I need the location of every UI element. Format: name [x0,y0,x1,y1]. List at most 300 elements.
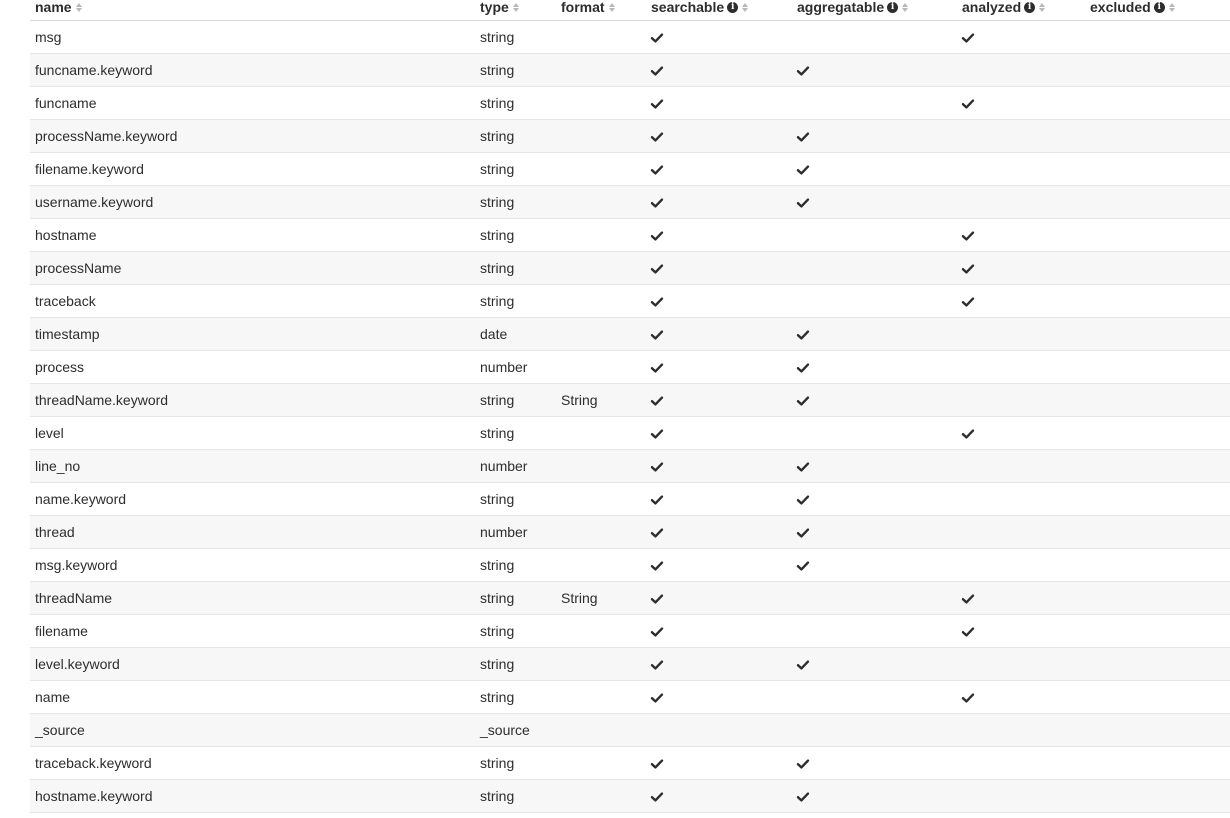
check-icon [797,66,809,76]
cell-name [30,681,475,714]
header-row [30,0,1230,21]
cell-name-text: filename.keyword [35,161,144,177]
cell-type [475,186,556,219]
cell-searchable [646,186,792,219]
column-header-label: searchable [651,0,725,15]
cell-type-text: string [480,227,515,243]
cell-format [556,681,646,714]
column-header-excluded[interactable] [1085,0,1230,21]
cell-format [556,87,646,120]
cell-type-text: string [480,557,515,573]
cell-type [475,87,556,120]
cell-name [30,549,475,582]
check-icon [797,759,809,769]
table-row [30,285,1230,318]
table-row [30,681,1230,714]
check-icon [651,396,663,406]
cell-name-text: name.keyword [35,491,127,507]
cell-type [475,483,556,516]
check-icon [651,198,663,208]
cell-excluded [1085,318,1230,351]
table-row [30,780,1230,813]
check-icon [797,165,809,175]
cell-aggregatable [792,681,957,714]
cell-aggregatable [792,252,957,285]
cell-format [556,318,646,351]
cell-name-text: funcname.keyword [35,62,153,78]
cell-analyzed [957,450,1085,483]
cell-type [475,120,556,153]
sort-icon[interactable] [742,3,748,12]
cell-searchable [646,219,792,252]
check-icon [651,429,663,439]
cell-analyzed [957,582,1085,615]
cell-format [556,252,646,285]
cell-format [556,450,646,483]
cell-searchable [646,351,792,384]
cell-format [556,714,646,747]
check-icon [651,330,663,340]
cell-format [556,219,646,252]
cell-aggregatable [792,186,957,219]
cell-format [556,384,646,417]
cell-type [475,648,556,681]
cell-name [30,21,475,54]
cell-aggregatable [792,21,957,54]
cell-name [30,483,475,516]
cell-name [30,417,475,450]
check-icon [651,759,663,769]
check-icon [797,495,809,505]
table-row [30,483,1230,516]
cell-excluded [1085,252,1230,285]
cell-aggregatable [792,219,957,252]
column-header-label: aggregatable [797,0,885,15]
column-header-format-sort-toggle[interactable] [561,0,615,14]
column-header-type-sort-toggle[interactable] [480,0,519,14]
cell-type-text: string [480,689,515,705]
cell-format [556,153,646,186]
table-body [30,21,1230,813]
check-icon [651,561,663,571]
cell-format [556,582,646,615]
cell-analyzed [957,54,1085,87]
cell-excluded [1085,780,1230,813]
cell-format [556,648,646,681]
table-row [30,747,1230,780]
cell-name [30,747,475,780]
cell-excluded [1085,285,1230,318]
cell-excluded [1085,648,1230,681]
cell-name-text: hostname [35,227,97,243]
cell-name-text: level [35,425,64,441]
cell-aggregatable [792,714,957,747]
cell-analyzed [957,714,1085,747]
column-header-excluded-sort-toggle[interactable] [1090,0,1175,14]
cell-name-text: threadName [35,590,113,606]
column-header-name-sort-toggle[interactable] [35,0,82,14]
check-icon [962,693,974,703]
cell-name-text: name [35,689,71,705]
cell-format [556,21,646,54]
column-header-searchable[interactable] [646,0,792,21]
cell-name-text: msg.keyword [35,557,118,573]
cell-type [475,417,556,450]
cell-excluded [1085,483,1230,516]
cell-format [556,615,646,648]
table-row [30,120,1230,153]
column-header-format[interactable] [556,0,646,21]
cell-searchable [646,87,792,120]
cell-searchable [646,417,792,450]
cell-type-text: string [480,161,515,177]
cell-name-text: process [35,359,85,375]
cell-type-text: string [480,425,515,441]
cell-name-text: line_no [35,458,81,474]
column-header-label: type [480,0,509,15]
column-header-analyzed[interactable] [957,0,1085,21]
cell-searchable [646,483,792,516]
cell-type-text: string [480,128,515,144]
cell-name-text: filename [35,623,88,639]
sort-icon[interactable] [609,3,615,12]
table-row [30,219,1230,252]
cell-searchable [646,285,792,318]
cell-name [30,120,475,153]
cell-searchable [646,747,792,780]
check-icon [651,627,663,637]
cell-type-text: string [480,590,515,606]
cell-searchable [646,54,792,87]
cell-name-text: traceback.keyword [35,755,152,771]
cell-name-text: timestamp [35,326,100,342]
table-row [30,516,1230,549]
cell-name [30,516,475,549]
check-icon [797,660,809,670]
cell-aggregatable [792,615,957,648]
cell-type-text: string [480,95,515,111]
cell-excluded [1085,153,1230,186]
cell-name-text: _source [35,722,85,738]
table-row [30,417,1230,450]
cell-type [475,615,556,648]
cell-searchable [646,153,792,186]
cell-type-text: string [480,29,515,45]
cell-analyzed [957,120,1085,153]
cell-excluded [1085,54,1230,87]
column-header-label: excluded [1090,0,1151,15]
check-icon [651,66,663,76]
cell-type-text: string [480,392,515,408]
cell-type-text: date [480,326,508,342]
cell-name [30,582,475,615]
cell-analyzed [957,318,1085,351]
check-icon [651,792,663,802]
cell-type [475,681,556,714]
cell-format [556,549,646,582]
check-icon [962,627,974,637]
cell-name [30,219,475,252]
cell-analyzed [957,219,1085,252]
table-row [30,153,1230,186]
cell-format [556,54,646,87]
cell-type-text: string [480,260,515,276]
cell-name-text: processName.keyword [35,128,178,144]
cell-excluded [1085,549,1230,582]
cell-name [30,186,475,219]
check-icon [797,132,809,142]
column-header-label: analyzed [962,0,1022,15]
check-icon [962,33,974,43]
info-circle-icon[interactable]: i [887,2,898,13]
table-row [30,582,1230,615]
cell-analyzed [957,615,1085,648]
cell-searchable [646,615,792,648]
cell-aggregatable [792,120,957,153]
info-circle-icon[interactable]: i [1024,2,1035,13]
cell-type [475,549,556,582]
cell-aggregatable [792,417,957,450]
cell-type [475,516,556,549]
column-header-aggregatable-sort-toggle[interactable] [797,0,908,14]
cell-excluded [1085,219,1230,252]
table-row [30,186,1230,219]
cell-type [475,384,556,417]
cell-aggregatable [792,87,957,120]
cell-searchable [646,450,792,483]
cell-name [30,714,475,747]
cell-analyzed [957,351,1085,384]
cell-searchable [646,648,792,681]
column-header-analyzed-sort-toggle[interactable] [962,0,1045,14]
cell-name [30,252,475,285]
cell-name [30,87,475,120]
cell-name-text: thread [35,524,75,540]
check-icon [651,594,663,604]
cell-name [30,153,475,186]
check-icon [797,198,809,208]
cell-format-text: String [561,392,598,408]
cell-type-text: string [480,788,515,804]
cell-aggregatable [792,747,957,780]
check-icon [651,693,663,703]
cell-searchable [646,516,792,549]
cell-aggregatable [792,549,957,582]
cell-name-text: level.keyword [35,656,120,672]
check-icon [651,264,663,274]
cell-searchable [646,120,792,153]
cell-name [30,318,475,351]
check-icon [651,231,663,241]
cell-type [475,747,556,780]
cell-excluded [1085,351,1230,384]
cell-type [475,714,556,747]
cell-analyzed [957,252,1085,285]
cell-searchable [646,582,792,615]
sort-icon[interactable] [902,3,908,12]
column-header-aggregatable[interactable] [792,0,957,21]
cell-type-text: string [480,491,515,507]
cell-format [556,780,646,813]
cell-aggregatable [792,351,957,384]
column-header-name[interactable] [30,0,475,21]
check-icon [651,363,663,373]
cell-analyzed [957,549,1085,582]
cell-type [475,252,556,285]
check-icon [651,297,663,307]
cell-aggregatable [792,384,957,417]
fields-table-container [30,0,1161,818]
cell-name [30,351,475,384]
cell-type [475,450,556,483]
cell-analyzed [957,153,1085,186]
column-header-label: name [35,0,72,15]
cell-analyzed [957,648,1085,681]
check-icon [651,495,663,505]
cell-type [475,219,556,252]
cell-type-text: _source [480,722,530,738]
cell-searchable [646,681,792,714]
cell-name [30,450,475,483]
table-row [30,549,1230,582]
cell-type [475,285,556,318]
cell-type [475,153,556,186]
cell-excluded [1085,417,1230,450]
table-row [30,54,1230,87]
cell-name [30,384,475,417]
cell-type-text: string [480,194,515,210]
cell-searchable [646,549,792,582]
cell-analyzed [957,87,1085,120]
cell-excluded [1085,384,1230,417]
table-row [30,87,1230,120]
cell-analyzed [957,780,1085,813]
index-fields-table [30,0,1230,813]
sort-icon[interactable] [513,3,519,12]
cell-format [556,351,646,384]
sort-icon[interactable] [1039,3,1045,12]
cell-excluded [1085,87,1230,120]
cell-analyzed [957,483,1085,516]
cell-type-text: string [480,62,515,78]
check-icon [797,528,809,538]
cell-type [475,582,556,615]
cell-analyzed [957,516,1085,549]
cell-format [556,747,646,780]
cell-excluded [1085,582,1230,615]
cell-name [30,54,475,87]
info-circle-icon[interactable]: i [1154,2,1165,13]
cell-name [30,285,475,318]
cell-type [475,351,556,384]
cell-type-text: number [480,359,528,375]
cell-type [475,780,556,813]
column-header-searchable-sort-toggle[interactable] [651,0,748,14]
cell-aggregatable [792,153,957,186]
cell-searchable [646,318,792,351]
table-row [30,714,1230,747]
cell-aggregatable [792,450,957,483]
cell-type-text: number [480,458,528,474]
cell-name [30,615,475,648]
cell-analyzed [957,285,1085,318]
cell-excluded [1085,615,1230,648]
check-icon [651,528,663,538]
cell-aggregatable [792,54,957,87]
column-header-type[interactable] [475,0,556,21]
cell-analyzed [957,384,1085,417]
table-header [30,0,1230,21]
cell-format [556,186,646,219]
cell-type [475,318,556,351]
info-circle-icon[interactable]: i [727,2,738,13]
check-icon [651,165,663,175]
cell-excluded [1085,747,1230,780]
cell-name-text: processName [35,260,122,276]
table-row [30,615,1230,648]
cell-aggregatable [792,582,957,615]
cell-format-text: String [561,590,598,606]
cell-analyzed [957,747,1085,780]
cell-excluded [1085,681,1230,714]
cell-name-text: hostname.keyword [35,788,153,804]
table-row [30,450,1230,483]
cell-aggregatable [792,648,957,681]
cell-type-text: number [480,524,528,540]
cell-excluded [1085,186,1230,219]
sort-icon[interactable] [76,3,82,12]
cell-name-text: funcname [35,95,97,111]
cell-searchable [646,714,792,747]
cell-type-text: string [480,755,515,771]
cell-aggregatable [792,780,957,813]
cell-name-text: traceback [35,293,96,309]
cell-type [475,21,556,54]
column-header-label: format [561,0,605,15]
check-icon [651,132,663,142]
cell-excluded [1085,714,1230,747]
table-row [30,318,1230,351]
cell-format [556,417,646,450]
table-row [30,384,1230,417]
cell-aggregatable [792,516,957,549]
sort-icon[interactable] [1169,3,1175,12]
check-icon [797,396,809,406]
check-icon [962,429,974,439]
table-row [30,351,1230,384]
table-row [30,648,1230,681]
cell-excluded [1085,21,1230,54]
cell-aggregatable [792,318,957,351]
table-row [30,21,1230,54]
check-icon [797,561,809,571]
check-icon [797,363,809,373]
cell-format [556,120,646,153]
check-icon [651,660,663,670]
check-icon [962,231,974,241]
cell-type [475,54,556,87]
table-row [30,252,1230,285]
cell-aggregatable [792,483,957,516]
cell-name-text: msg [35,29,62,45]
cell-searchable [646,252,792,285]
check-icon [797,330,809,340]
cell-name [30,648,475,681]
cell-name-text: threadName.keyword [35,392,169,408]
cell-type-text: string [480,293,515,309]
cell-aggregatable [792,285,957,318]
cell-searchable [646,384,792,417]
